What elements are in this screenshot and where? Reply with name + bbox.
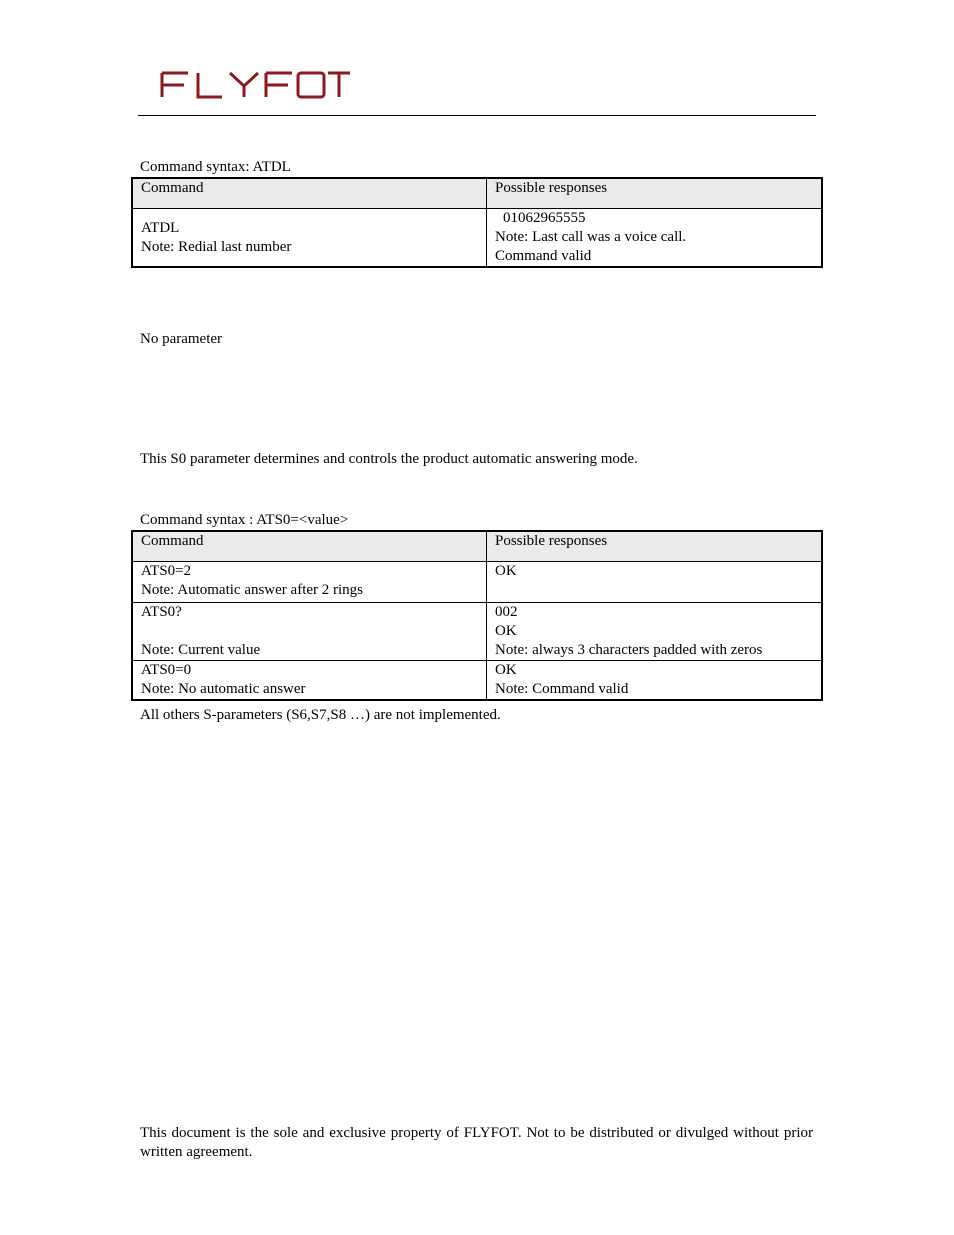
atdl-syntax: Command syntax: ATDL — [140, 159, 291, 175]
table-header-row — [132, 178, 822, 209]
response-cell — [487, 661, 823, 701]
response-note: Note: Last call was a voice call. — [495, 229, 687, 245]
command-note: Note: No automatic answer — [141, 681, 306, 697]
header-command: Command — [132, 531, 487, 562]
param-note: No parameter — [140, 331, 223, 347]
command-note: Note: Redial last number — [141, 238, 292, 255]
response-cell — [487, 209, 823, 268]
header-rule — [138, 115, 816, 116]
table-row — [132, 603, 822, 661]
command-spacer — [141, 622, 478, 641]
table-row — [132, 661, 822, 701]
command-cell — [132, 562, 487, 603]
ats0-syntax: Command syntax : ATS0=<value> — [140, 512, 349, 528]
atdl-command-table — [131, 177, 823, 268]
command-cell — [132, 661, 487, 701]
command-cell — [132, 603, 487, 661]
table-row — [132, 562, 822, 603]
response-status: Command valid — [495, 248, 592, 264]
response-note: Note: Command valid — [495, 681, 629, 697]
response-note: Note: always 3 characters padded with zeros — [495, 642, 763, 658]
footer-disclaimer: This document is the sole and exclusive property of FLYFOT. Not to be distributed or divulged without prior written agreement. — [140, 1125, 813, 1160]
command-text: ATS0=2 — [141, 563, 192, 579]
ats0-command-table — [131, 530, 823, 701]
header-responses: Possible responses — [487, 531, 823, 562]
ats0-description: This S0 parameter determines and controls the product automatic answering mode. — [140, 451, 638, 467]
table-row — [132, 209, 822, 268]
response-status: OK — [495, 662, 517, 678]
response-status: OK — [495, 563, 517, 579]
response-status: OK — [495, 623, 517, 639]
command-note: Note: Automatic answer after 2 rings — [141, 582, 364, 598]
command-text: ATDL — [141, 219, 180, 236]
flyfot-logo — [160, 70, 350, 100]
response-cell — [487, 603, 823, 661]
s-params-note: All others S-parameters (S6,S7,S8 …) are not implemented. — [140, 707, 501, 723]
command-text: ATS0? — [141, 604, 182, 620]
command-cell — [132, 209, 487, 268]
command-note: Note: Current value — [141, 642, 261, 658]
response-cell — [487, 562, 823, 603]
response-value: 002 — [495, 604, 518, 620]
response-number: 01062965555 — [503, 210, 586, 226]
table-header-row — [132, 531, 822, 562]
command-text: ATS0=0 — [141, 662, 192, 678]
header-command: Command — [132, 178, 487, 209]
header-responses: Possible responses — [487, 178, 823, 209]
